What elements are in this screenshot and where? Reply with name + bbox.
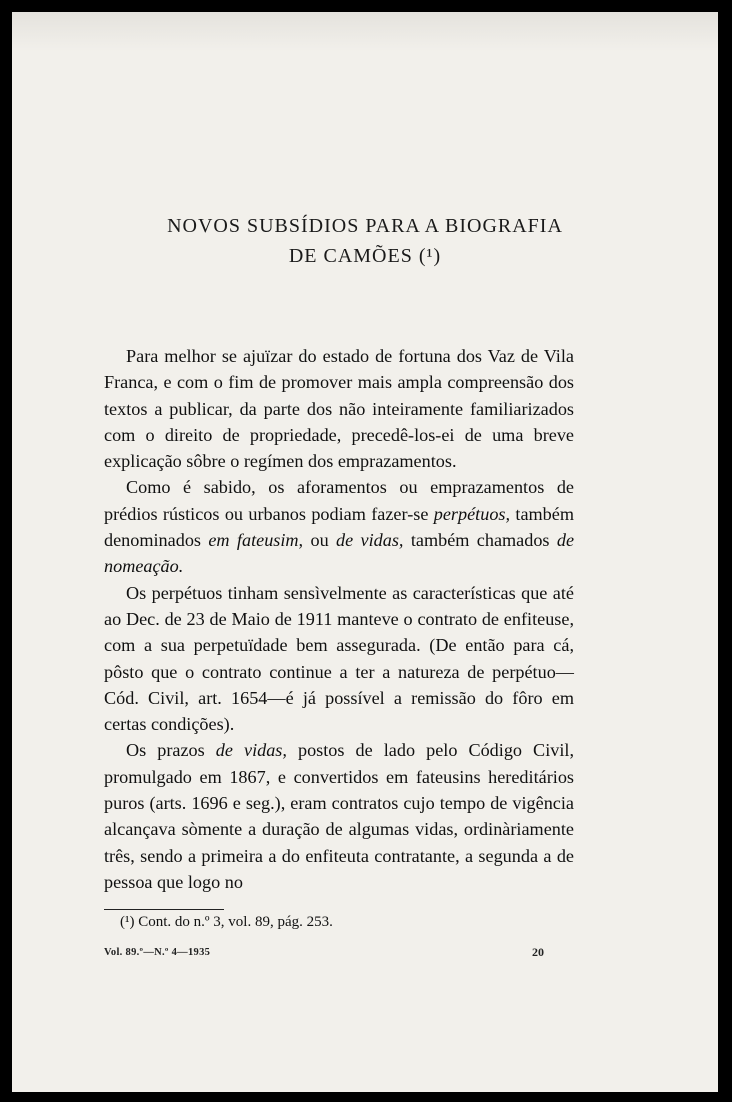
paragraph-4-text-a: Os prazos: [126, 740, 205, 761]
document-page: [12, 12, 718, 1092]
article-body: [104, 343, 574, 895]
signature-number: 20: [532, 945, 544, 959]
term-de-vidas: de vidas,: [336, 530, 404, 551]
term-perpetuos: perpétuos,: [433, 503, 511, 524]
paragraph-2: [104, 474, 574, 579]
article-title-line-1: NOVOS SUBSÍDIOS PARA A BIOGRAFIA: [167, 215, 563, 237]
footnote: (¹) Cont. do n.º 3, vol. 89, pág. 253.: [120, 914, 333, 930]
term-de-vidas-2: de vidas,: [215, 740, 287, 761]
paragraph-2-text-b: também denominados: [104, 503, 574, 551]
paragraph-4: [104, 737, 574, 895]
paragraph-2-text-a: Como é sabido, os aforamentos ou emprazamentos de prédios rústicos ou urbanos podiam fazer-se: [104, 477, 574, 524]
article-title-line-2: DE CAMÕES (¹): [288, 245, 442, 267]
paragraph-2-text-c: ou: [310, 530, 329, 551]
volume-signature: Vol. 89.º—N.º 4—1935: [104, 947, 211, 958]
term-de-nomeacao: de nomeação.: [104, 530, 575, 577]
term-em-fateusim: em fateusim,: [208, 530, 304, 551]
scan-shadow: [12, 12, 718, 52]
footnote-rule: [104, 909, 224, 910]
paragraph-2-text-d: também chamados: [410, 530, 550, 551]
paragraph-4-text-b: postos de lado pelo Código Civil, promulgado em 1867, e convertidos em fateusins hereditários puros (arts. 1696 e seg.), eram contratos cujo tempo de vigência alcançava sòmente a duração de algumas vidas, ordinàriamente três, sendo a primeira a do enfiteuta contratante, a segunda a de pessoa que logo no: [104, 740, 574, 892]
paragraph-1: Para melhor se ajuïzar do estado de fortuna dos Vaz de Vila Franca, e com o fim de promover mais ampla compreensão dos textos a publicar, da parte dos não inteiramente familiarizados com o direito de propriedade, precedê-los-ei de uma breve explicação sôbre o regímen dos emprazamentos.: [104, 346, 574, 472]
paragraph-3: Os perpétuos tinham sensìvelmente as características que até ao Dec. de 23 de Maio de 1911 manteve o contrato de enfiteuse, com a sua perpetuïdade bem assegurada. (De então para cá, pôsto que o contrato continue a ter a natureza de perpétuo—Cód. Civil, art. 1654—é já possível a remissão do fôro em certas condições).: [104, 582, 574, 735]
